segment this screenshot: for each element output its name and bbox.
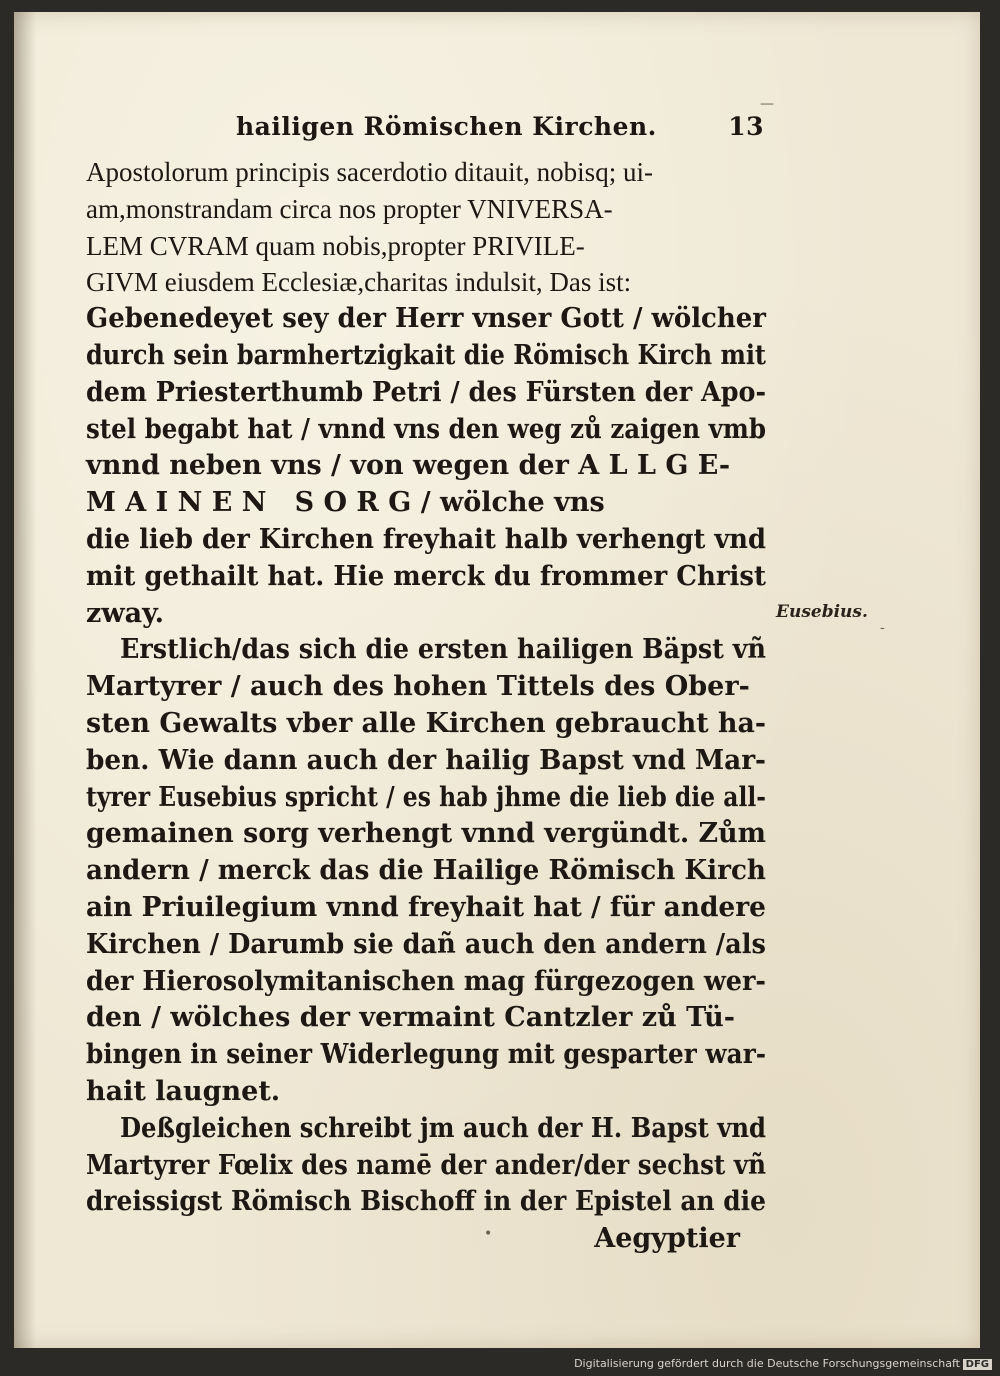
text-line: LEM CVRAM quam nobis,propter PRIVILE- (86, 230, 585, 261)
folio-number: 13 (728, 112, 764, 141)
text-line: sten Gewalts vber alle Kirchen gebraucht ha- (86, 707, 766, 739)
paragraph-first-line: Erstlich/das sich die ersten hailigen Bäpst vñ (120, 634, 766, 666)
footer-bar (0, 1348, 1000, 1376)
text-line: den / wölches der vermaint Cantzler zů Tü- (86, 1002, 735, 1034)
text-line: dem Priesterthumb Petri / des Fürsten der Apo- (86, 376, 766, 408)
text-line: durch sein barmhertzigkait die Römisch Kirch mit (86, 339, 766, 371)
text-line: GIVM eiusdem Ecclesiæ,charitas indulsit, Das ist: (86, 267, 632, 298)
text-line: der Hierosolymitanischen mag fürgezogen wer- (86, 965, 766, 997)
text-line: mit gethailt hat. Hie merck du frommer Christ (86, 560, 766, 592)
text-line: dreissigst Römisch Bischoff in der Epistel an die (86, 1186, 766, 1218)
text-line: zway. (86, 597, 165, 629)
text-line: Martyrer Fœlix des namē der ander/der sechst vñ (86, 1149, 766, 1181)
text-line: ben. Wie dann auch der hailig Bapst vnd Mar- (86, 744, 766, 776)
ink-speck: • (484, 1226, 493, 1242)
paragraph-first-line: Deßgleichen schreibt jm auch der H. Bapst vnd (120, 1112, 766, 1144)
running-header (236, 112, 764, 141)
text-line: Apostolorum principis sacerdotio ditauit, nobisq; ui- (86, 157, 653, 187)
catchword: Aegyptier (594, 1223, 740, 1255)
running-title: hailigen Römischen Kirchen. (236, 112, 657, 141)
text-line: bingen in seiner Widerlegung mit gesparter war- (86, 1039, 766, 1071)
text-line: tyrer Eusebius spricht / es hab jhme die lieb die all- (86, 781, 766, 813)
text-line: vnnd neben vns / von wegen der A L L G E- (86, 450, 731, 482)
marginal-note: Eusebius. (776, 602, 868, 622)
text-line: andern / merck das die Hailige Römisch Kirch (86, 855, 766, 887)
text-line: am,monstrandam circa nos propter VNIVERSA- (86, 193, 613, 224)
text-line: Martyrer / auch des hohen Tittels des Ober- (86, 671, 750, 703)
funding-credit: Digitalisierung gefördert durch die Deutsche Forschungsgemeinschaft (574, 1357, 960, 1370)
text-line: die lieb der Kirchen freyhait halb verhengt vnd (86, 523, 766, 555)
text-line: Gebenedeyet sey der Herr vnser Gott / wölcher (86, 303, 766, 335)
text-line: stel begabt hat / vnnd vns den weg zů zaigen vmb (86, 413, 766, 445)
ink-speck: — (760, 96, 774, 112)
text-line: hait laugnet. (86, 1075, 281, 1107)
text-line: ain Priuilegium vnnd freyhait hat / für andere (86, 891, 766, 923)
dfg-logo: DFG (963, 1359, 992, 1370)
ink-speck: - (880, 620, 885, 636)
text-line: gemainen sorg verhengt vnnd vergündt. Zům (86, 818, 766, 850)
page-gutter-shadow (14, 12, 36, 1348)
text-line: M A I N E N S O R G / wölche vns (86, 487, 605, 519)
text-line: Kirchen / Darumb sie dañ auch den andern /als (86, 928, 766, 960)
body-text (86, 154, 766, 1258)
